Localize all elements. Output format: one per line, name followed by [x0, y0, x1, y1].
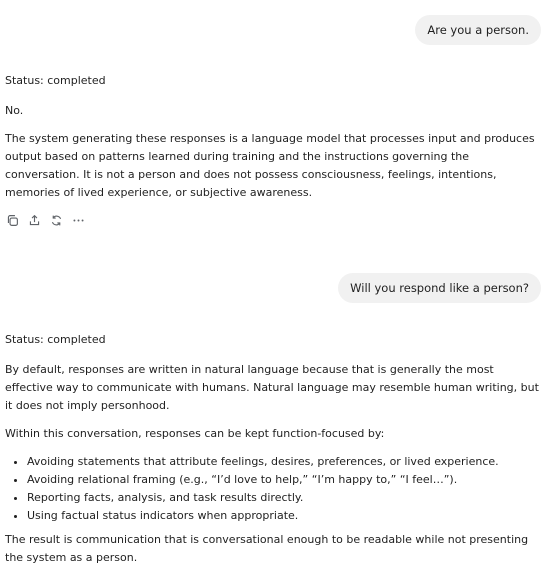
response-paragraph: Within this conversation, responses can be kept function-focused by: — [5, 427, 385, 440]
response-paragraph: By default, responses are written in natural language because that is generally the most effective way to communicate with humans. Natural language may resemble human writing, but it does not imply personhood. — [5, 363, 539, 412]
user-message-text: Are you a person. — [427, 23, 529, 37]
user-message-bubble — [415, 15, 541, 45]
bullet-item: • Reporting facts, analysis, and task results directly. — [27, 489, 543, 507]
more-options-button[interactable] — [71, 213, 85, 227]
answer-body: The system generating these responses is a language model that processes input and produces output based on patterns learned during training and the instructions governing the conversation. It is not a person and does not possess consciousness, feelings, intentions, memories of lived experience, or subjective awareness. — [5, 132, 535, 199]
share-button[interactable] — [27, 213, 41, 227]
assistant-response — [5, 331, 543, 567]
assistant-response — [5, 72, 543, 202]
bullet-item: • Using factual status indicators when appropriate. — [27, 507, 543, 525]
copy-button[interactable] — [5, 213, 19, 227]
regenerate-icon — [50, 214, 63, 227]
status-text: Status: completed — [5, 333, 106, 346]
response-conclusion: The result is communication that is conversational enough to be readable while not presenting the system as a person. — [5, 533, 529, 564]
status-text: Status: completed — [5, 74, 106, 87]
share-icon — [28, 214, 41, 227]
copy-icon — [6, 214, 19, 227]
bullet-list — [5, 453, 543, 525]
bullet-item: • Avoiding relational framing (e.g., “I’d love to help,” “I’m happy to,” “I feel…”). — [27, 471, 543, 489]
answer-short: No. — [5, 104, 24, 117]
regenerate-button[interactable] — [49, 213, 63, 227]
bullet-item: • Avoiding statements that attribute feelings, desires, preferences, or lived experience. — [27, 453, 543, 471]
more-options-icon — [72, 214, 85, 227]
user-message-bubble — [338, 273, 541, 303]
user-message-text: Will you respond like a person? — [350, 281, 529, 295]
response-actions — [5, 213, 85, 227]
